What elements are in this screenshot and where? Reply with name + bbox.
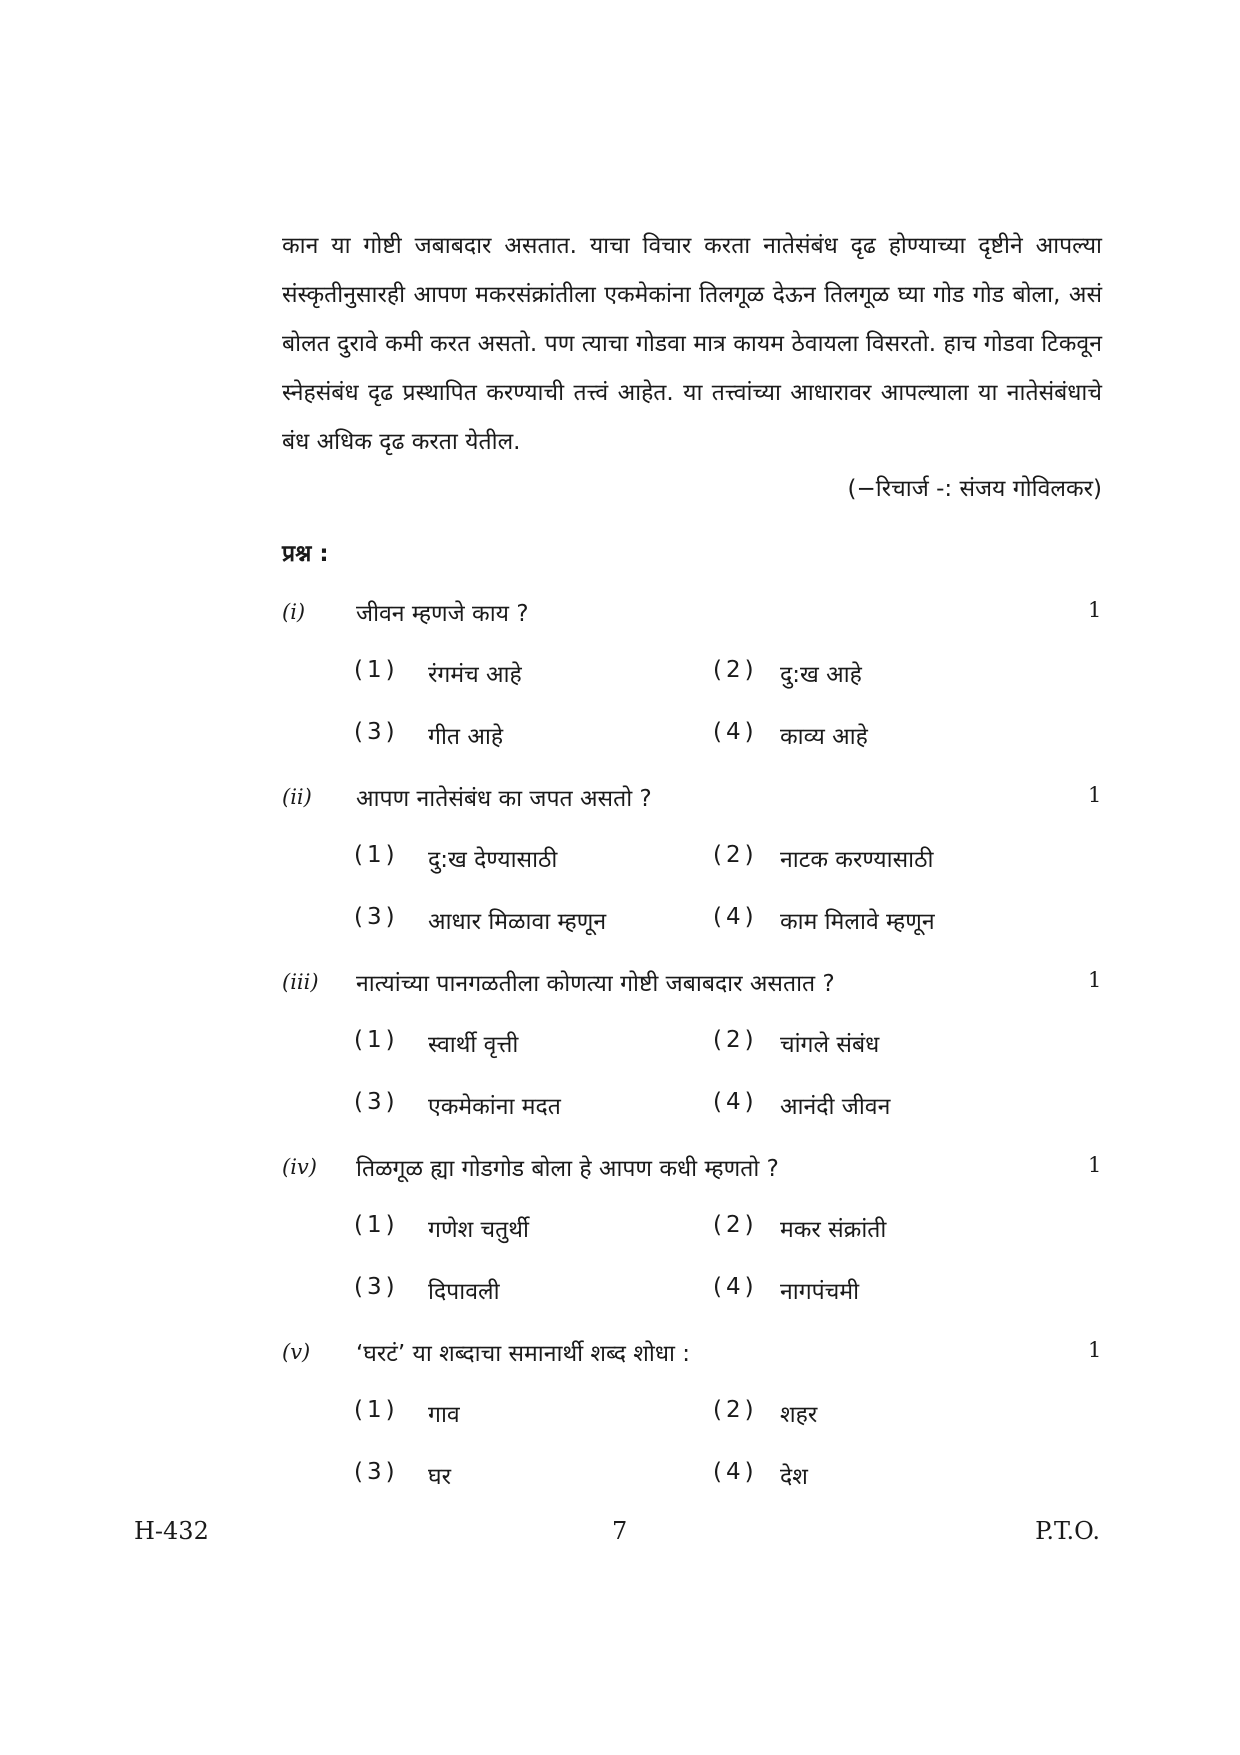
option-text: दिपावली xyxy=(428,1279,500,1305)
option-number: (3) xyxy=(354,904,399,930)
options-row xyxy=(0,657,1240,697)
option-text: गाव xyxy=(428,1402,460,1428)
question-marks: 1 xyxy=(1088,783,1102,807)
options-row xyxy=(0,842,1240,882)
option-number: (2) xyxy=(713,1397,758,1423)
option-number: (4) xyxy=(713,1274,758,1300)
question-row xyxy=(0,1336,1240,1376)
question-row xyxy=(0,596,1240,636)
question-row xyxy=(0,1151,1240,1191)
option-number: (2) xyxy=(713,842,758,868)
option-number: (2) xyxy=(713,657,758,683)
question-number: (iii) xyxy=(282,970,319,994)
option-number: (3) xyxy=(354,1089,399,1115)
question-text: जीवन म्हणजे काय ? xyxy=(356,601,529,627)
options-row xyxy=(0,719,1240,759)
option-text: दु:ख देण्यासाठी xyxy=(428,847,558,873)
attribution: (−रिचार्ज -: संजय गोविलकर) xyxy=(847,476,1102,502)
question-marks: 1 xyxy=(1088,1338,1102,1362)
option-text: एकमेकांना मदत xyxy=(428,1094,561,1120)
pto-label: P.T.O. xyxy=(1035,1517,1100,1545)
question-number: (i) xyxy=(282,600,306,624)
options-row xyxy=(0,1212,1240,1252)
option-text: गणेश चतुर्थी xyxy=(428,1217,529,1243)
question-number: (iv) xyxy=(282,1155,317,1179)
option-text: रंगमंच आहे xyxy=(428,662,522,688)
option-number: (3) xyxy=(354,719,399,745)
option-number: (1) xyxy=(354,842,399,868)
option-text: आधार मिळावा म्हणून xyxy=(428,909,607,935)
option-text: चांगले संबंध xyxy=(780,1032,880,1058)
question-text: आपण नातेसंबंध का जपत असतो ? xyxy=(356,786,652,812)
question-text: नात्यांच्या पानगळतीला कोणत्या गोष्टी जबाबदार असतात ? xyxy=(356,971,835,997)
options-row xyxy=(0,1027,1240,1067)
option-number: (1) xyxy=(354,1212,399,1238)
option-number: (2) xyxy=(713,1027,758,1053)
option-text: गीत आहे xyxy=(428,724,504,750)
option-text: देश xyxy=(780,1464,808,1490)
options-row xyxy=(0,904,1240,944)
options-row xyxy=(0,1459,1240,1499)
options-row xyxy=(0,1397,1240,1437)
paper-code: H-432 xyxy=(134,1517,209,1545)
page-number: 7 xyxy=(612,1517,628,1545)
option-text: घर xyxy=(428,1464,451,1490)
options-row xyxy=(0,1089,1240,1129)
question-marks: 1 xyxy=(1088,598,1102,622)
option-text: शहर xyxy=(780,1402,818,1428)
question-marks: 1 xyxy=(1088,1153,1102,1177)
question-marks: 1 xyxy=(1088,968,1102,992)
question-number: (v) xyxy=(282,1340,311,1364)
question-row xyxy=(0,966,1240,1006)
option-number: (1) xyxy=(354,657,399,683)
option-text: नागपंचमी xyxy=(780,1279,860,1305)
option-number: (4) xyxy=(713,904,758,930)
option-text: काम मिलावे म्हणून xyxy=(780,909,935,935)
option-number: (3) xyxy=(354,1459,399,1485)
option-text: स्वार्थी वृत्ती xyxy=(428,1032,519,1058)
option-text: काव्य आहे xyxy=(780,724,868,750)
option-number: (1) xyxy=(354,1027,399,1053)
option-text: आनंदी जीवन xyxy=(780,1094,891,1120)
question-text: तिळगूळ ह्या गोडगोड बोला हे आपण कधी म्हणतो ? xyxy=(356,1156,779,1182)
option-number: (4) xyxy=(713,1089,758,1115)
option-text: नाटक करण्यासाठी xyxy=(780,847,934,873)
question-row xyxy=(0,781,1240,821)
option-number: (3) xyxy=(354,1274,399,1300)
options-row xyxy=(0,1274,1240,1314)
passage-text: कान या गोष्टी जबाबदार असतात. याचा विचार करता नातेसंबंध दृढ होण्याच्या दृष्टीने आपल्या संस्कृतीनुसारही आपण मकरसंक्रांतीला एकमेकांना तिलगूळ देऊन तिलगूळ घ्या गोड गोड बोला, असं बोलत दुरावे कमी करत असतो. पण त्याचा गोडवा मात्र कायम ठेवायला विसरतो. हाच गोडवा टिकवून स्नेहसंबंध दृढ प्रस्थापित करण्याची तत्त्वं आहेत. या तत्त्वांच्या आधारावर आपल्याला या नातेसंबंधाचे बंध अधिक दृढ करता येतील. xyxy=(282,233,1102,455)
option-number: (1) xyxy=(354,1397,399,1423)
questions-heading: प्रश्न : xyxy=(282,541,329,567)
option-text: दु:ख आहे xyxy=(780,662,862,688)
option-text: मकर संक्रांती xyxy=(780,1217,887,1243)
question-number: (ii) xyxy=(282,785,312,809)
option-number: (4) xyxy=(713,719,758,745)
option-number: (2) xyxy=(713,1212,758,1238)
question-text: ‘घरटं’ या शब्दाचा समानार्थी शब्द शोधा : xyxy=(356,1341,691,1367)
option-number: (4) xyxy=(713,1459,758,1485)
